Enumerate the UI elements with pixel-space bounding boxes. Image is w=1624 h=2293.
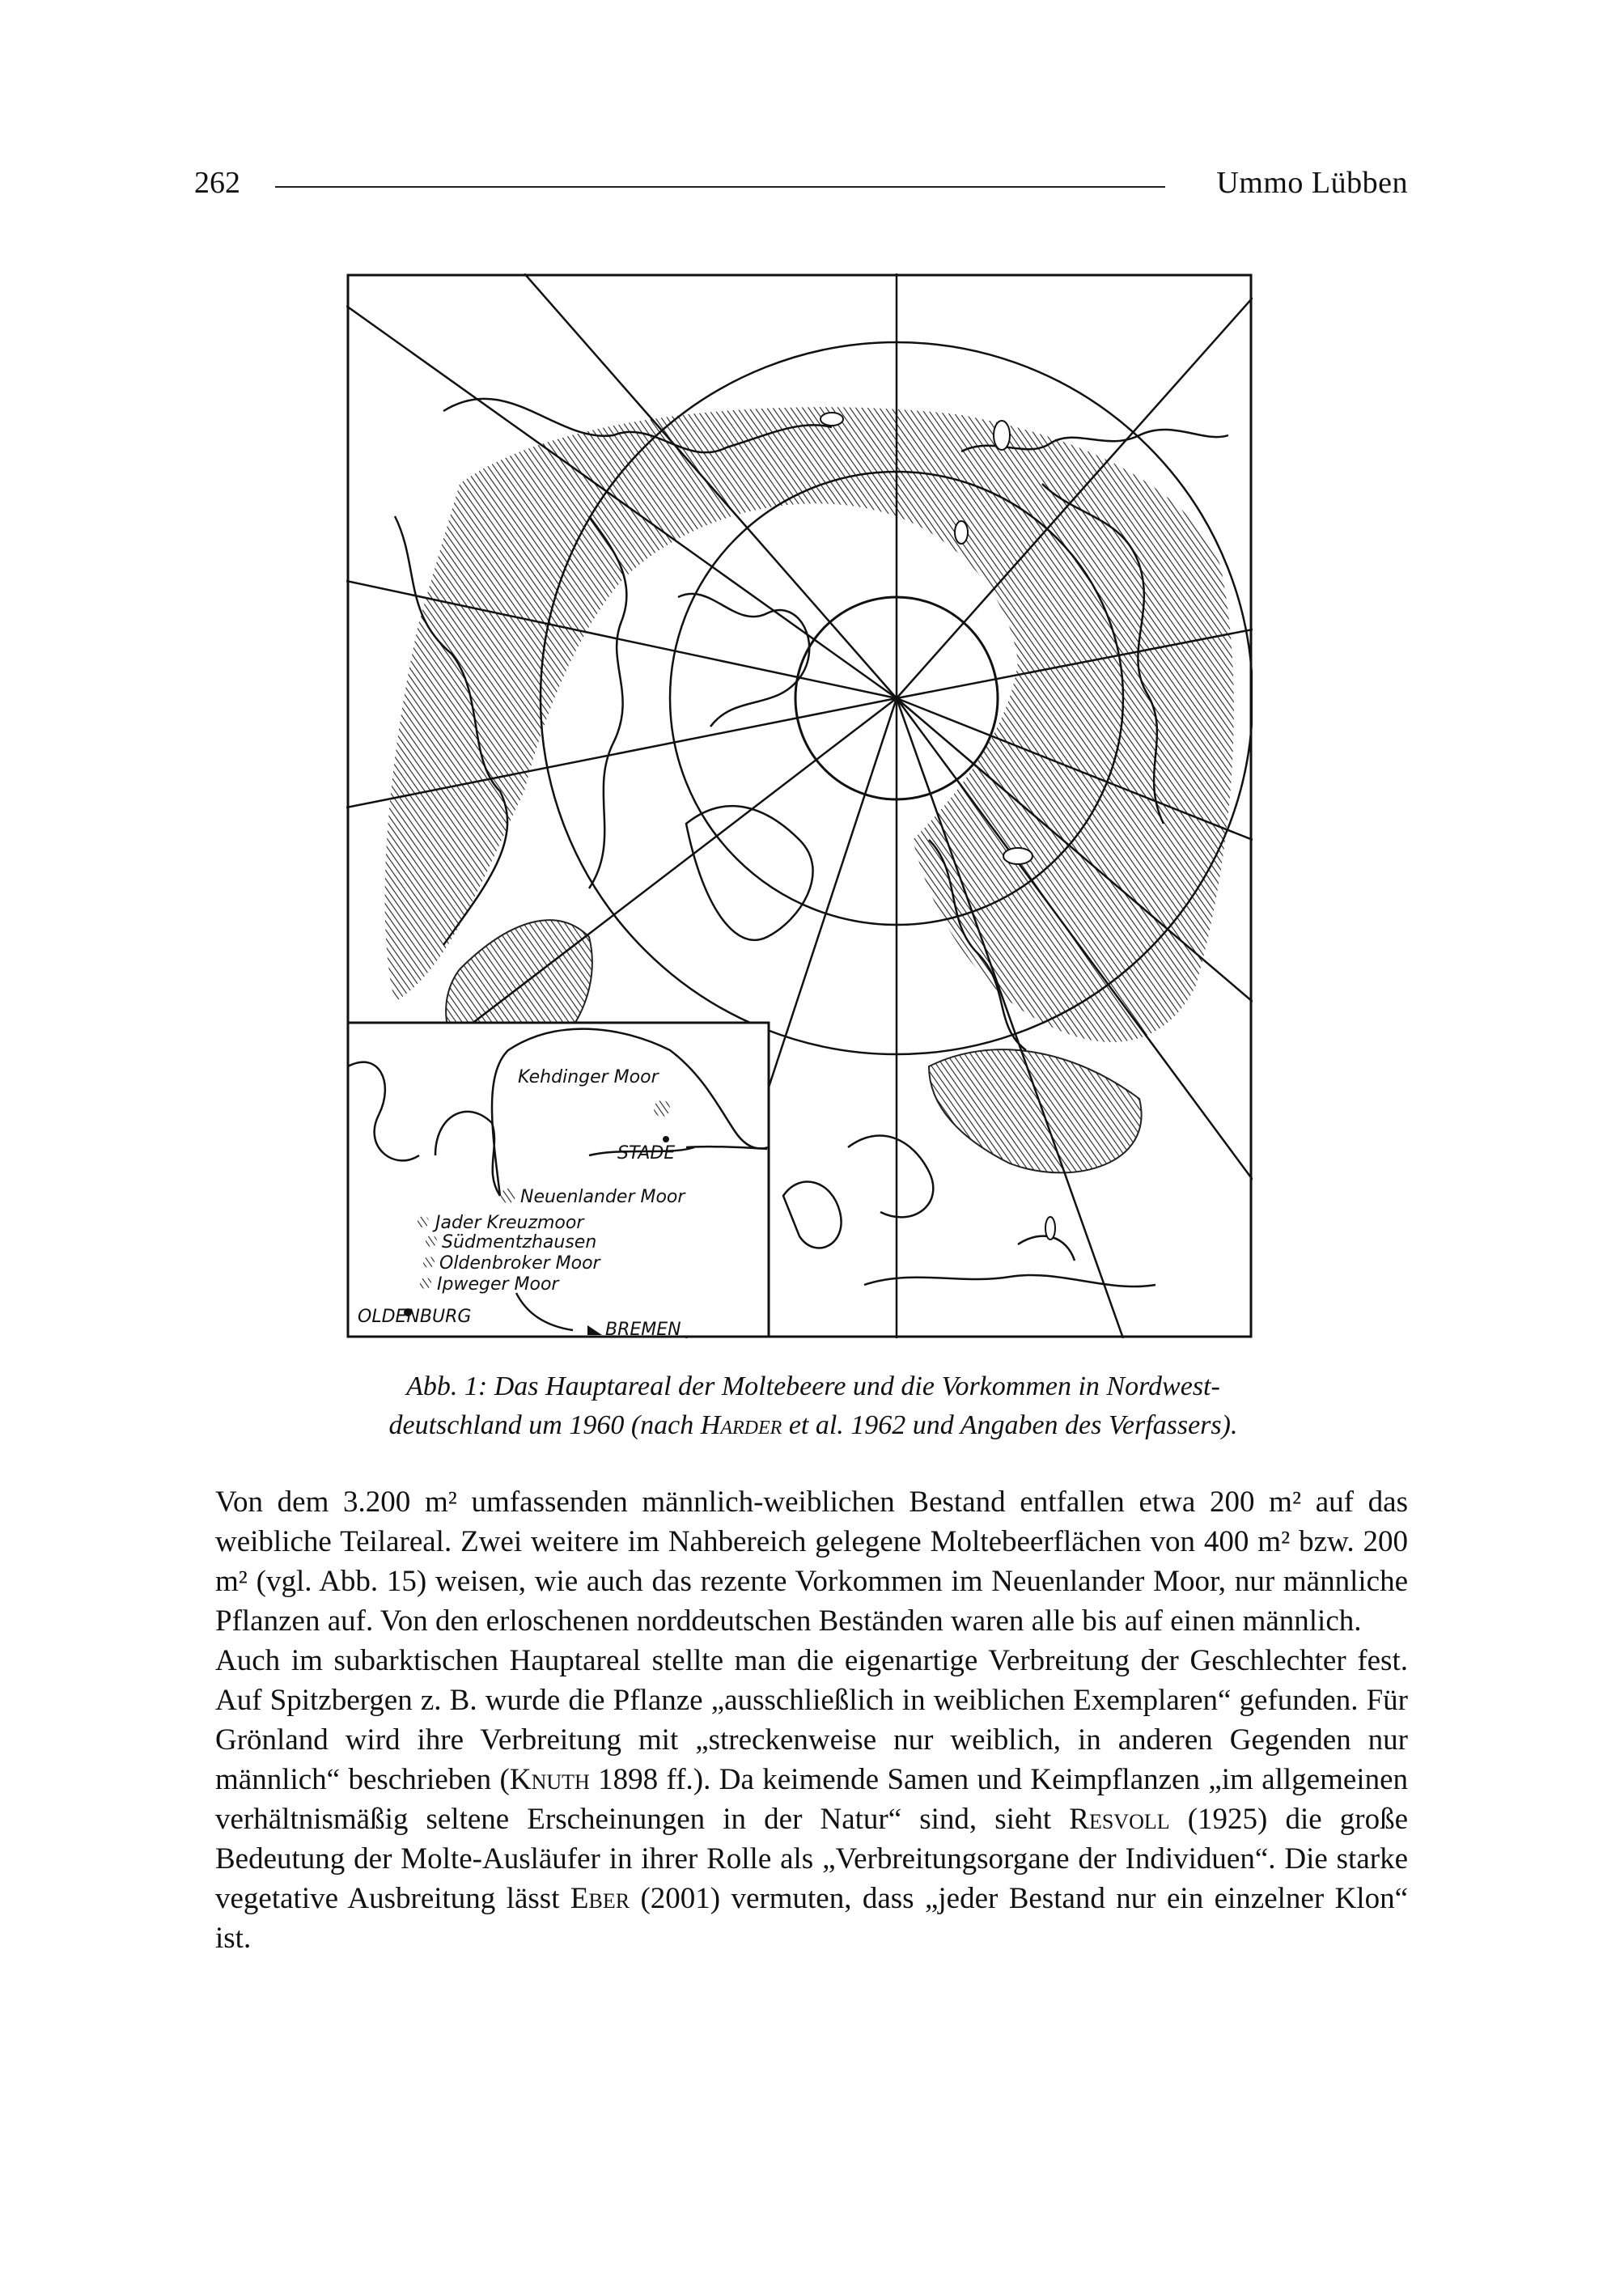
label-oldenburg: OLDENBURG [358, 1307, 472, 1327]
caption-line-2b: et al. 1962 und Angaben des Verfassers). [782, 1410, 1238, 1440]
paragraph-2-part-c: (1925) die große Bedeutung der Molte-Ausläufer in ihrer Rolle als „Verbreitungsorgane der Individuen“. Die starke vegetative Ausbreitung lässt [215, 1803, 1408, 1915]
inset-map [348, 1023, 769, 1338]
label-ipweger-moor: Ipweger Moor [437, 1274, 559, 1295]
label-jader-kreuzmoor: Jader Kreuzmoor [435, 1213, 584, 1233]
label-kehdinger-moor: Kehdinger Moor [518, 1067, 659, 1087]
author-eber: Eber [570, 1882, 630, 1915]
page-number: 262 [194, 166, 240, 200]
page-header [194, 165, 1408, 214]
paragraph-2-part-a: Auch im subarktischen Hauptareal stellte man die eigenartige Verbreitung der Geschlechter fest. Auf Spitzbergen z. B. wurde die Pflanze „ausschließlich in weiblichen Exemplaren“ gefunden. Für Grönland wird ihre Verbreitung mit „streckenweise nur weiblich, in anderen Gegenden nur männlich“ beschrieben ( [215, 1644, 1408, 1796]
arctic-map [346, 273, 1253, 1338]
paragraph-1: Von dem 3.200 m² umfassenden männlich-weiblichen Bestand entfallen etwa 200 m² auf das weibliche Teilareal. Zwei weitere im Nahbereich gelegene Moltebeerflächen von 400 m² bzw. 200 m² (vgl. Abb. 15) weisen, wie auch das rezente Vorkommen im Neuenlander Moor, nur männliche Pflanzen auf. Von den erloschenen norddeutschen Beständen waren alle bis auf einen männlich. [215, 1486, 1408, 1638]
running-head: Ummo Lübben [1216, 166, 1408, 200]
label-neuenlander-moor: Neuenlander Moor [520, 1187, 685, 1207]
caption-line-2a: deutschland um 1960 (nach [388, 1410, 701, 1440]
label-oldenbroker-moor: Oldenbroker Moor [439, 1253, 600, 1274]
paragraph-2 [215, 1641, 1408, 1958]
stade-point [663, 1136, 669, 1142]
header-rule [275, 186, 1165, 188]
label-bremen: BREMEN [605, 1320, 681, 1338]
label-suedmentzhausen: Südmentzhausen [442, 1232, 597, 1252]
caption-author-harder: Harder [700, 1410, 782, 1440]
author-resvoll: Resvoll [1069, 1803, 1170, 1836]
author-knuth: Knuth [509, 1763, 590, 1796]
paragraph-2-part-d: (2001) vermuten, dass „jeder Bestand nur ein einzelner Klon“ ist. [215, 1882, 1408, 1955]
body-text [215, 1482, 1408, 1958]
caption-line-1: Abb. 1: Das Hauptareal der Moltebeere und die Vorkommen in Nordwest- [406, 1371, 1220, 1401]
paragraph-2-part-b: 1898 ff.). Da keimende Samen und Keimpflanzen „im allgemeinen verhältnismäßig seltene Erscheinungen in der Natur“ sind, sieht [215, 1763, 1409, 1836]
figure-caption [324, 1367, 1303, 1445]
figure-map [346, 273, 1253, 1338]
label-stade: STADE [617, 1143, 676, 1163]
